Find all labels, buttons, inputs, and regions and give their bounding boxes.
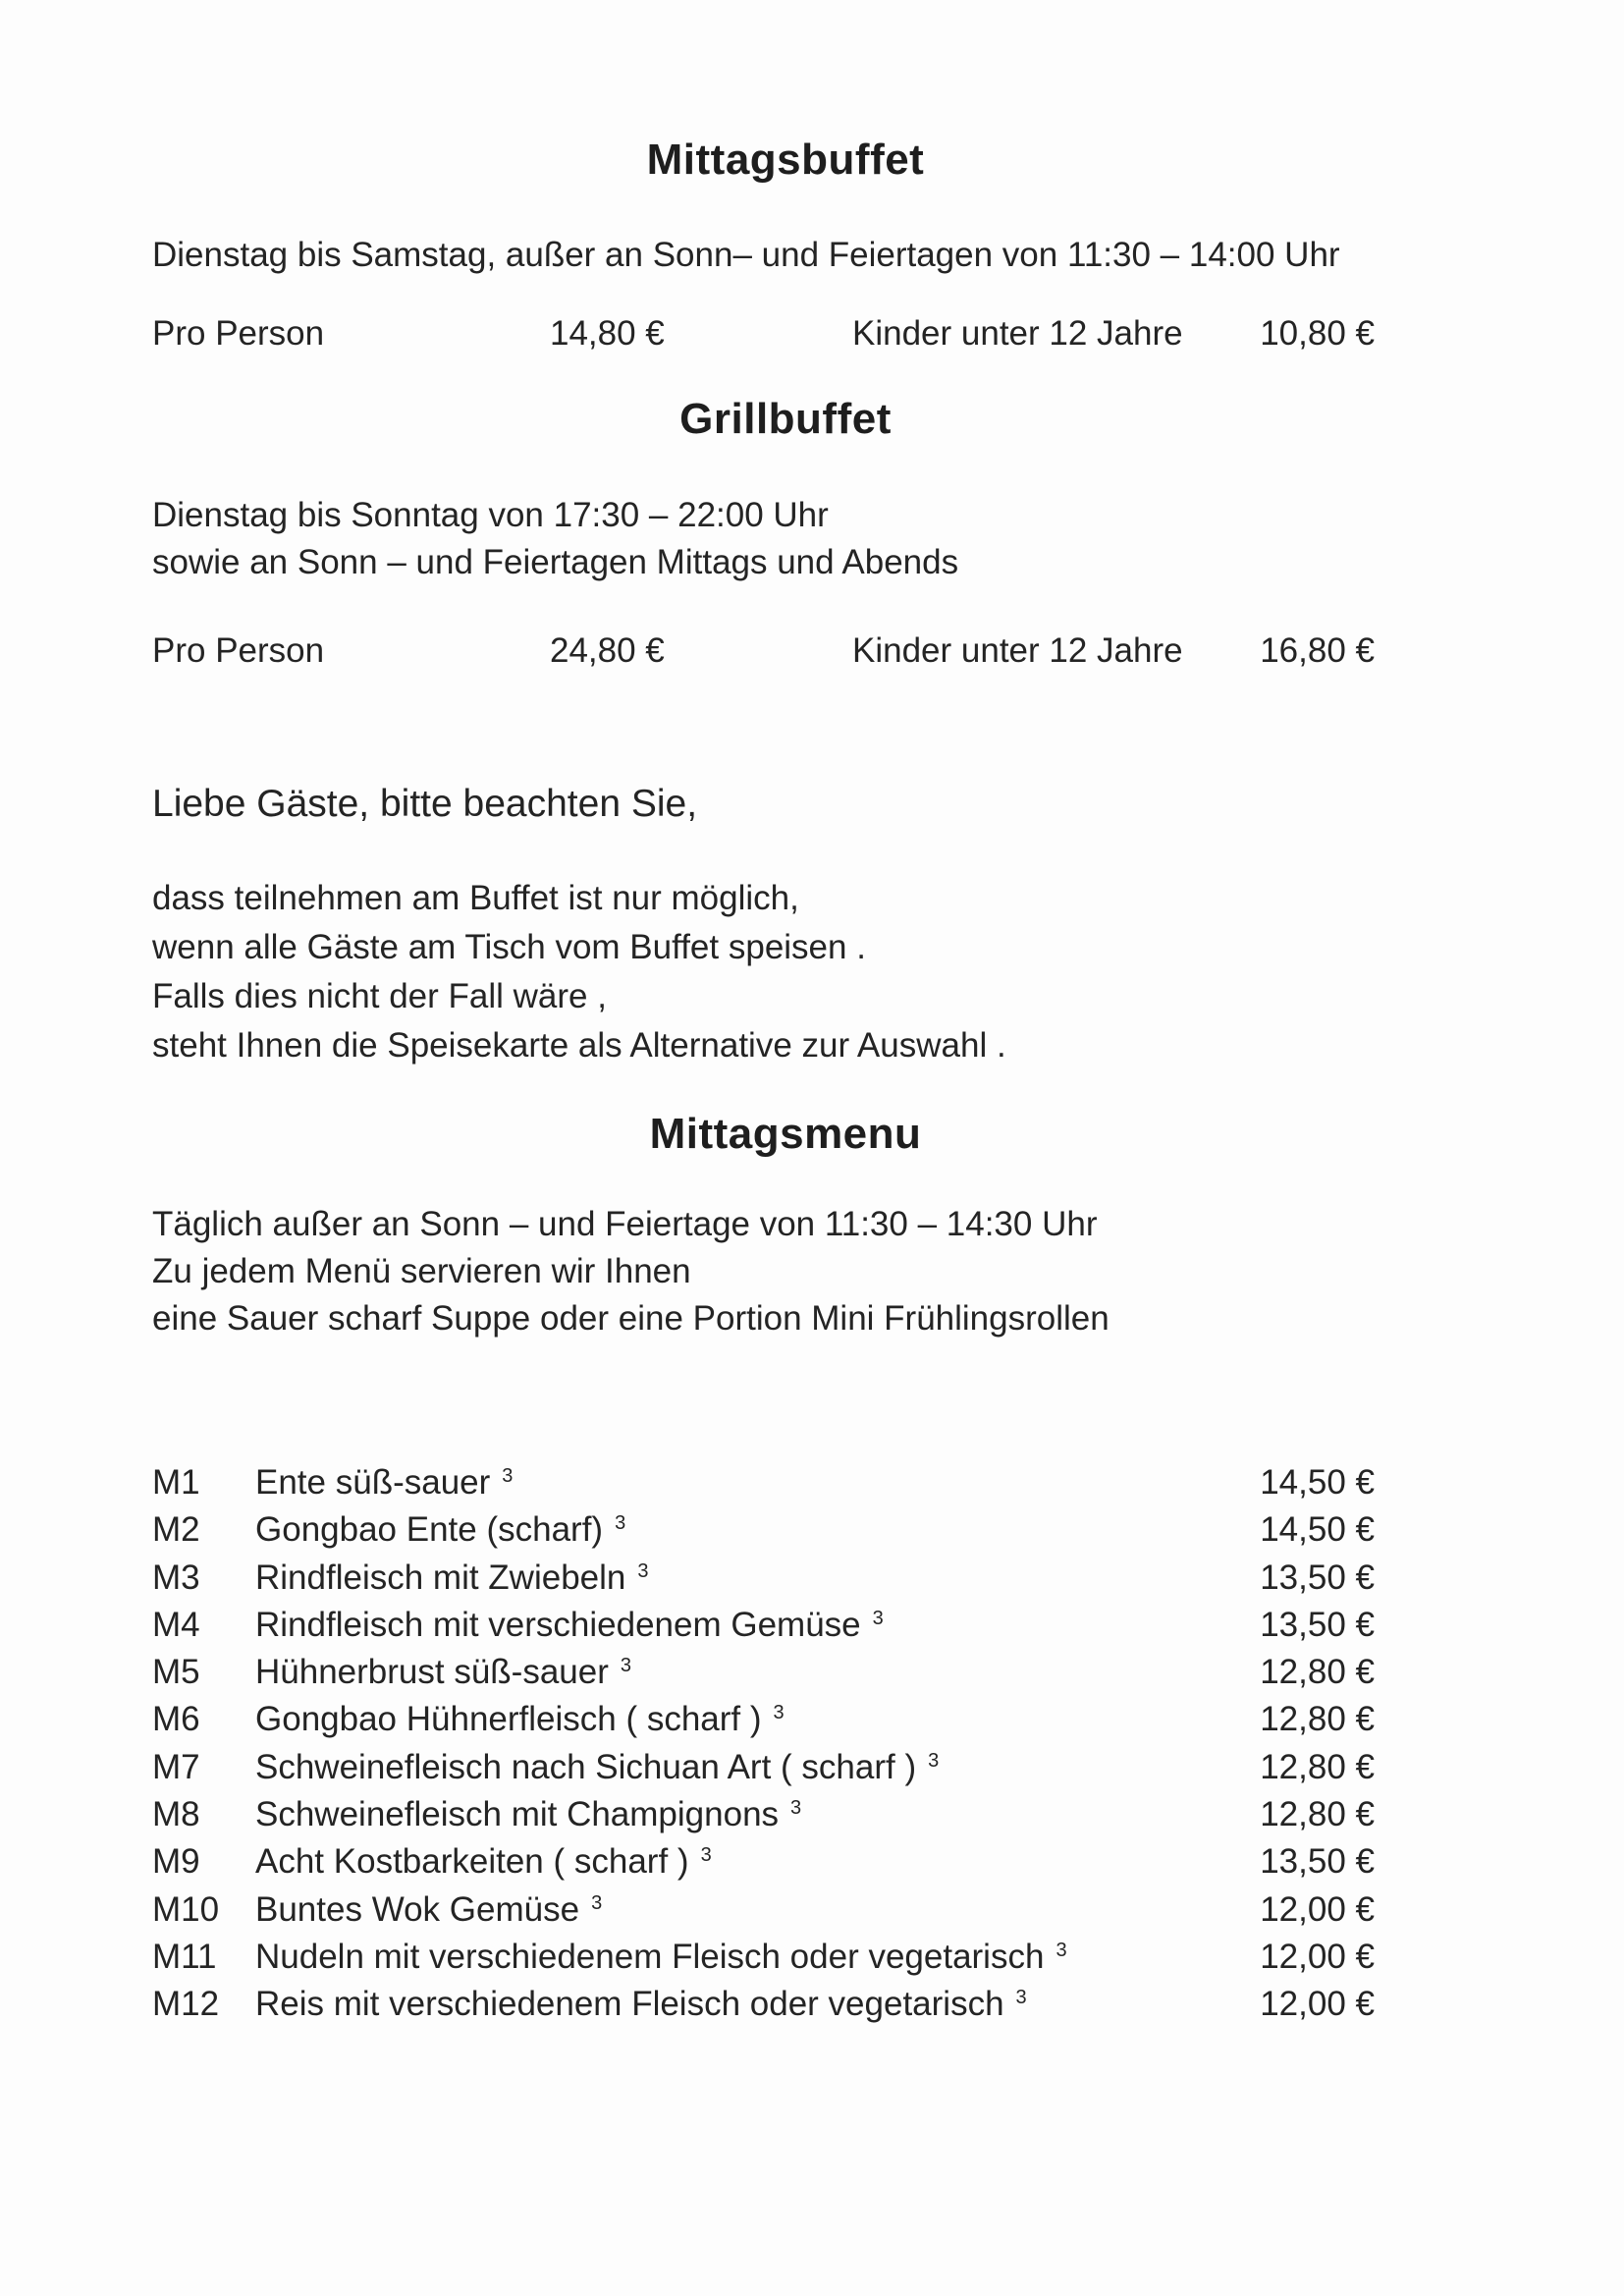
menu-item — [0, 1558, 1624, 1606]
grillbuffet-child-label: Kinder unter 12 Jahre — [852, 631, 1183, 670]
menu-item-price: 12,80 € — [1260, 1653, 1375, 1692]
menu-item-name: Rindfleisch mit Zwiebeln $^3$ — [255, 1558, 649, 1597]
grillbuffet-price-row — [0, 631, 1624, 675]
allergen-note: 3 — [1015, 1987, 1027, 2009]
menu-item-code: M7 — [152, 1747, 200, 1786]
menu-item — [0, 1842, 1624, 1889]
menu-item-price: 13,50 € — [1260, 1605, 1375, 1644]
notice-line1: dass teilnehmen am Buffet ist nur möglich, — [152, 879, 799, 917]
notice-line4: steht Ihnen die Speisekarte als Alternative zur Auswahl . — [152, 1026, 1006, 1065]
mittagsmenu-line3: eine Sauer scharf Suppe oder eine Portion Mini Frühlingsrollen — [152, 1299, 1110, 1338]
menu-item-code: M10 — [152, 1889, 220, 1929]
menu-item-price: 12,00 € — [1260, 1985, 1375, 2024]
grillbuffet-schedule-line1: Dienstag bis Sonntag von 17:30 – 22:00 Uhr — [152, 496, 829, 534]
menu-item-name: Gongbao Ente (scharf) $^3$ — [255, 1510, 626, 1550]
grillbuffet-adult-price: 24,80 € — [550, 631, 665, 670]
allergen-note: 3 — [700, 1844, 712, 1867]
allergen-note: 3 — [872, 1607, 884, 1629]
menu-item-name: Nudeln mit verschiedenem Fleisch oder vegetarisch $^3$ — [255, 1937, 1067, 1976]
allergen-note: 3 — [502, 1465, 514, 1487]
menu-item — [0, 1795, 1624, 1842]
mittagsbuffet-child-price: 10,80 € — [1260, 314, 1375, 353]
menu-item-price: 12,80 € — [1260, 1747, 1375, 1786]
menu-item-price: 12,80 € — [1260, 1795, 1375, 1834]
menu-item-name: Reis mit verschiedenem Fleisch oder vegetarisch $^3$ — [255, 1985, 1027, 2024]
mittagsmenu-line2: Zu jedem Menü servieren wir Ihnen — [152, 1252, 691, 1290]
menu-item-name: Buntes Wok Gemüse $^3$ — [255, 1889, 603, 1929]
allergen-note: 3 — [928, 1749, 940, 1772]
menu-item-code: M1 — [152, 1463, 200, 1502]
menu-item-code: M2 — [152, 1510, 200, 1550]
menu-item-price: 13,50 € — [1260, 1842, 1375, 1882]
mittagsbuffet-heading: Mittagsbuffet — [646, 136, 925, 184]
mittagsmenu-line1: Täglich außer an Sonn – und Feiertage von 11:30 – 14:30 Uhr — [152, 1205, 1098, 1243]
allergen-note: 3 — [790, 1797, 802, 1820]
allergen-note: 3 — [637, 1559, 649, 1582]
menu-item-price: 12,80 € — [1260, 1700, 1375, 1739]
menu-item-name: Schweinefleisch nach Sichuan Art ( scharf ) $^3$ — [255, 1747, 940, 1786]
menu-item-code: M9 — [152, 1842, 200, 1882]
menu-item — [0, 1938, 1624, 1985]
menu-item-code: M3 — [152, 1558, 200, 1597]
grillbuffet-heading: Grillbuffet — [679, 395, 892, 443]
menu-item — [0, 1890, 1624, 1938]
allergen-note: 3 — [773, 1702, 785, 1724]
allergen-note: 3 — [1056, 1939, 1067, 1961]
allergen-note: 3 — [591, 1891, 603, 1914]
menu-item-price: 12,00 € — [1260, 1889, 1375, 1929]
menu-item — [0, 1510, 1624, 1558]
menu-item-name: Acht Kostbarkeiten ( scharf ) $^3$ — [255, 1842, 712, 1882]
menu-item — [0, 1606, 1624, 1653]
menu-item — [0, 1985, 1624, 2032]
mittagsbuffet-schedule: Dienstag bis Samstag, außer an Sonn– und Feiertagen von 11:30 – 14:00 Uhr — [152, 236, 1340, 274]
notice-line2: wenn alle Gäste am Tisch vom Buffet speisen . — [152, 928, 866, 966]
menu-item-price: 14,50 € — [1260, 1463, 1375, 1502]
mittagsbuffet-price-row — [0, 314, 1624, 357]
menu-item — [0, 1463, 1624, 1510]
menu-item-price: 12,00 € — [1260, 1937, 1375, 1976]
allergen-note: 3 — [615, 1512, 626, 1535]
mittagsmenu-list — [0, 1463, 1624, 2033]
grillbuffet-child-price: 16,80 € — [1260, 631, 1375, 670]
menu-item-code: M6 — [152, 1700, 200, 1739]
menu-item-name: Schweinefleisch mit Champignons $^3$ — [255, 1795, 802, 1834]
menu-item-name: Rindfleisch mit verschiedenem Gemüse $^3$ — [255, 1605, 884, 1644]
menu-item-name: Hühnerbrust süß-sauer $^3$ — [255, 1653, 632, 1692]
notice-greeting: Liebe Gäste, bitte beachten Sie, — [152, 783, 698, 825]
grillbuffet-schedule-line2: sowie an Sonn – und Feiertagen Mittags und Abends — [152, 543, 959, 581]
allergen-note: 3 — [620, 1655, 632, 1677]
menu-item-code: M8 — [152, 1795, 200, 1834]
mittagsbuffet-child-label: Kinder unter 12 Jahre — [852, 314, 1183, 353]
notice-line3: Falls dies nicht der Fall wäre , — [152, 977, 607, 1015]
menu-item-code: M12 — [152, 1985, 220, 2024]
mittagsbuffet-adult-price: 14,80 € — [550, 314, 665, 353]
menu-item-price: 14,50 € — [1260, 1510, 1375, 1550]
mittagsbuffet-adult-label: Pro Person — [152, 314, 325, 353]
mittagsmenu-heading: Mittagsmenu — [649, 1110, 922, 1158]
menu-item-code: M5 — [152, 1653, 200, 1692]
menu-item-price: 13,50 € — [1260, 1558, 1375, 1597]
menu-item-code: M4 — [152, 1605, 200, 1644]
menu-item — [0, 1700, 1624, 1747]
menu-item — [0, 1748, 1624, 1795]
menu-item-name: Ente süß-sauer $^3$ — [255, 1463, 514, 1502]
grillbuffet-adult-label: Pro Person — [152, 631, 325, 670]
menu-item-code: M11 — [152, 1937, 217, 1976]
menu-item-name: Gongbao Hühnerfleisch ( scharf ) $^3$ — [255, 1700, 785, 1739]
menu-item — [0, 1653, 1624, 1700]
